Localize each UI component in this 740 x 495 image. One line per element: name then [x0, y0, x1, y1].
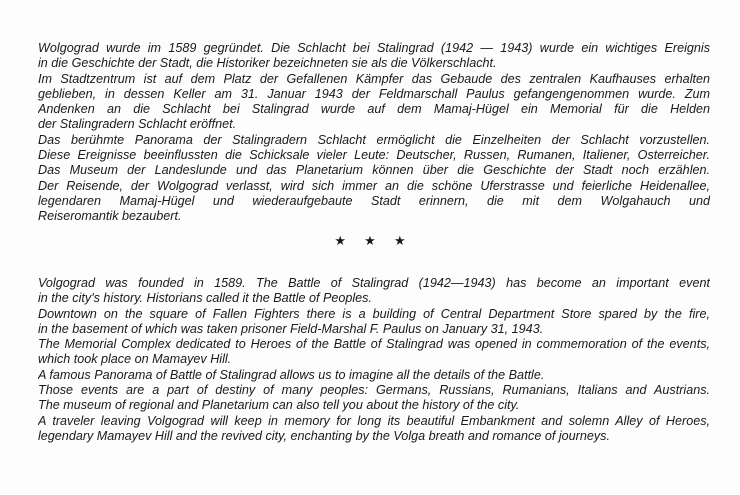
german-line: Diese Ereignisse beeinflussten die Schicksale vieler Leute: Deutscher, Russen, Rumanen, Italiener, Osterreicher.	[38, 148, 710, 163]
english-line: legendary Mamayev Hill and the revived city, enchanting by the Volga breath and romance of journeys.	[38, 428, 610, 443]
english-line: Volgograd was founded in 1589. The Battle of Stalingrad (1942—1943) has become an important event	[38, 276, 710, 290]
german-line: Das Museum der Landeslunde und das Planetarium können über die Geschichte der Stadt noch erzählen.	[38, 163, 710, 178]
english-line: in the city's history. Historians called it the Battle of Peoples.	[38, 291, 372, 306]
english-line: Downtown on the square of Fallen Fighters there is a building of Central Department Store spared by the fire,	[38, 306, 710, 321]
star-icon: ★	[364, 234, 376, 249]
german-line: legendaren Mamaj-Hügel und wiederaufgebaute Stadt erinnern, die mit dem Wolgahauch und	[38, 193, 710, 208]
english-line: A famous Panorama of Battle of Stalingrad allows us to imagine all the details of the Battle.	[38, 367, 545, 382]
german-text-block	[38, 41, 710, 225]
star-icon: ★	[334, 234, 347, 249]
german-line: Im Stadtzentrum ist auf dem Platz der Gefallenen Kämpfer das Gebaude des zentralen Kaufhauses erhalten	[38, 71, 710, 86]
star-divider	[0, 234, 740, 249]
english-line: Those events are a part of destiny of many peoples: Germans, Russians, Rumanians, Italians and Austrians.	[38, 383, 710, 398]
german-line: Der Reisende, der Wolgograd verlasst, wird sich immer an die schöne Uferstrasse und feierliche Heidenallee,	[38, 178, 710, 193]
english-line: which took place on Mamayev Hill.	[38, 352, 232, 367]
english-line: The Memorial Complex dedicated to Heroes of the Battle of Stalingrad was opened in commemoration of the events,	[38, 337, 710, 352]
german-line: Andenken an die Schlacht bei Stalingrad wurde auf dem Mamaj-Hügel ein Memorial für die Helden	[38, 102, 710, 117]
german-line: geblieben, in dessen Keller am 31. Januar 1943 der Feldmarschall Paulus gefangengenommen wurde. Zum	[38, 86, 710, 101]
german-line: der Stalingradern Schlacht eröffnet.	[38, 117, 237, 132]
german-line: in die Geschichte der Stadt, die Historiker bezeichneten sie als die Völkerschlacht.	[38, 56, 497, 71]
star-icon: ★	[393, 234, 406, 249]
english-line: The museum of regional and Planetarium can also tell you about the history of the city.	[38, 398, 520, 413]
english-line: in the basement of which was taken prisoner Field-Marshal F. Paulus on January 31, 1943.	[38, 321, 544, 336]
english-text-block	[38, 276, 710, 444]
german-line: Wolgograd wurde im 1589 gegründet. Die Schlacht bei Stalingrad (1942 — 1943) wurde ein wichtiges Ereignis	[38, 41, 710, 55]
german-line: Das berühmte Panorama der Stalingradern Schlacht ermöglicht die Einzelheiten der Schlacht vorzustellen.	[38, 132, 710, 147]
german-line: Reiseromantik bezaubert.	[38, 209, 182, 224]
english-line: A traveler leaving Volgograd will keep in memory for long its beautiful Embankment and solemn Alley of Heroes,	[38, 413, 710, 428]
